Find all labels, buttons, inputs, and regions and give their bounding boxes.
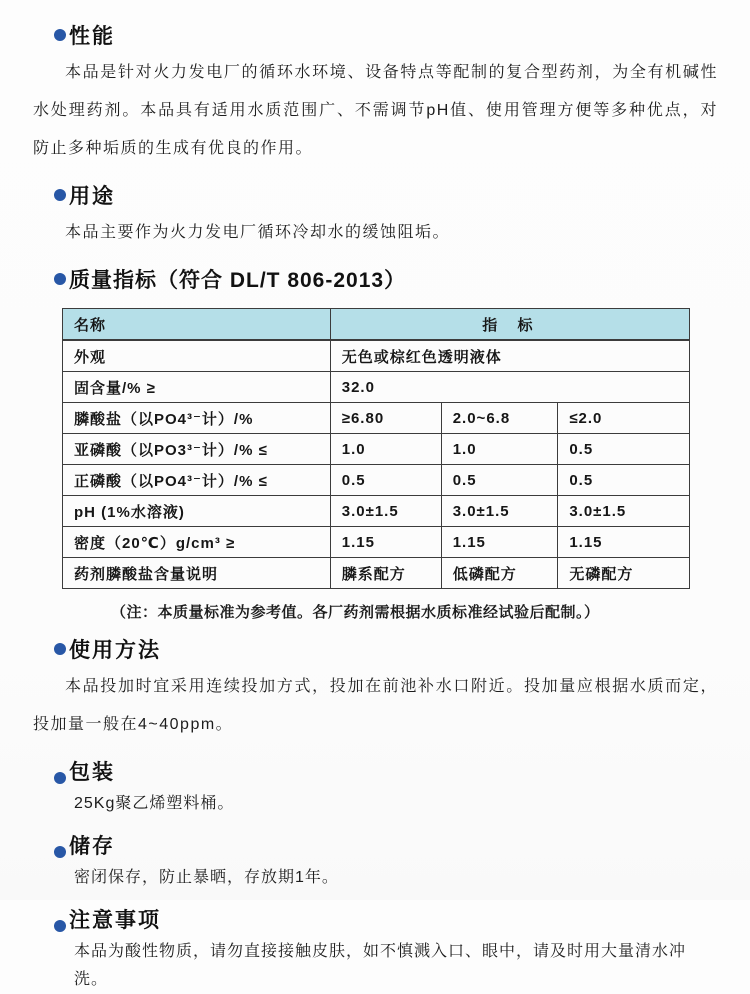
table-row: [63, 372, 690, 403]
row-value: 0.5: [330, 465, 441, 496]
section-heading-usage: [54, 180, 718, 210]
application-text: 本品投加时宜采用连续投加方式，投加在前池补水口附近。投加量应根据水质而定，投加量一般在4~40ppm。: [33, 678, 718, 733]
section-heading-packaging: [54, 756, 718, 786]
section-heading-quality: [54, 264, 718, 294]
bullet-icon: [54, 273, 66, 285]
row-value: 3.0±1.5: [441, 496, 558, 527]
section-title-storage: 储存: [69, 835, 115, 858]
table-body: [63, 340, 690, 589]
row-value: 3.0±1.5: [330, 496, 441, 527]
table-row: [63, 496, 690, 527]
bullet-icon: [54, 189, 66, 201]
quality-spec-table: [62, 308, 690, 589]
section-title-packaging: 包装: [69, 761, 115, 784]
row-value: 低磷配方: [441, 558, 558, 589]
table-header-row: [63, 309, 690, 341]
row-label: 膦酸盐（以PO4³⁻计）/%: [63, 403, 331, 434]
row-label: 药剂膦酸盐含量说明: [63, 558, 331, 589]
row-value: ≥6.80: [330, 403, 441, 434]
row-value: ≤2.0: [558, 403, 690, 434]
section-heading-precautions: [54, 904, 718, 934]
table-row: [63, 340, 690, 372]
precautions-text: 本品为酸性物质，请勿直接接触皮肤，如不慎溅入口、眼中，请及时用大量清水冲洗。: [74, 943, 687, 988]
row-value: 1.15: [441, 527, 558, 558]
section-title-application: 使用方法: [69, 639, 161, 662]
section-heading-storage: [54, 830, 718, 860]
table-row: [63, 403, 690, 434]
table-row: [63, 465, 690, 496]
bullet-icon: [54, 772, 66, 784]
table-header-indicator: 指 标: [330, 309, 689, 341]
bullet-icon: [54, 643, 66, 655]
table-row: [63, 558, 690, 589]
row-value: 32.0: [330, 372, 689, 403]
row-label: 密度（20℃）g/cm³ ≥: [63, 527, 331, 558]
section-heading-performance: [54, 20, 718, 50]
row-value: 膦系配方: [330, 558, 441, 589]
section-title-quality: 质量指标（符合 DL/T 806-2013）: [69, 269, 407, 292]
row-value: 0.5: [558, 465, 690, 496]
bullet-icon: [54, 920, 66, 932]
row-value: 1.0: [330, 434, 441, 465]
row-value: 无磷配方: [558, 558, 690, 589]
row-value: 1.15: [558, 527, 690, 558]
section-title-precautions: 注意事项: [69, 909, 161, 932]
row-value: 0.5: [558, 434, 690, 465]
usage-text: 本品主要作为火力发电厂循环冷却水的缓蚀阻垢。: [65, 224, 451, 241]
bullet-icon: [54, 846, 66, 858]
packaging-text: 25Kg聚乙烯塑料桶。: [74, 795, 235, 812]
row-label: 固含量/% ≥: [63, 372, 331, 403]
table-note: （注：本质量标准为参考值。各厂药剂需根据水质标准经试验后配制。）: [111, 604, 600, 621]
row-value: 无色或棕红色透明液体: [330, 340, 689, 372]
bullet-icon: [54, 29, 66, 41]
row-value: 0.5: [441, 465, 558, 496]
row-value: 2.0~6.8: [441, 403, 558, 434]
table-row: [63, 527, 690, 558]
section-title-usage: 用途: [69, 185, 115, 208]
row-label: 亚磷酸（以PO3³⁻计）/% ≤: [63, 434, 331, 465]
row-label: 外观: [63, 340, 331, 372]
row-value: 1.0: [441, 434, 558, 465]
section-title-performance: 性能: [69, 25, 115, 48]
table-row: [63, 434, 690, 465]
table-header-name: 名称: [63, 309, 331, 341]
row-label: 正磷酸（以PO4³⁻计）/% ≤: [63, 465, 331, 496]
row-value: 1.15: [330, 527, 441, 558]
row-value: 3.0±1.5: [558, 496, 690, 527]
performance-text: 本品是针对火力发电厂的循环水环境、设备特点等配制的复合型药剂，为全有机碱性水处理药剂。本品具有适用水质范围广、不需调节pH值、使用管理方便等多种优点，对防止多种垢质的生成有优良的作用。: [33, 64, 718, 157]
section-heading-application: [54, 634, 718, 664]
storage-text: 密闭保存，防止暴晒，存放期1年。: [74, 869, 339, 886]
row-label: pH (1%水溶液): [63, 496, 331, 527]
